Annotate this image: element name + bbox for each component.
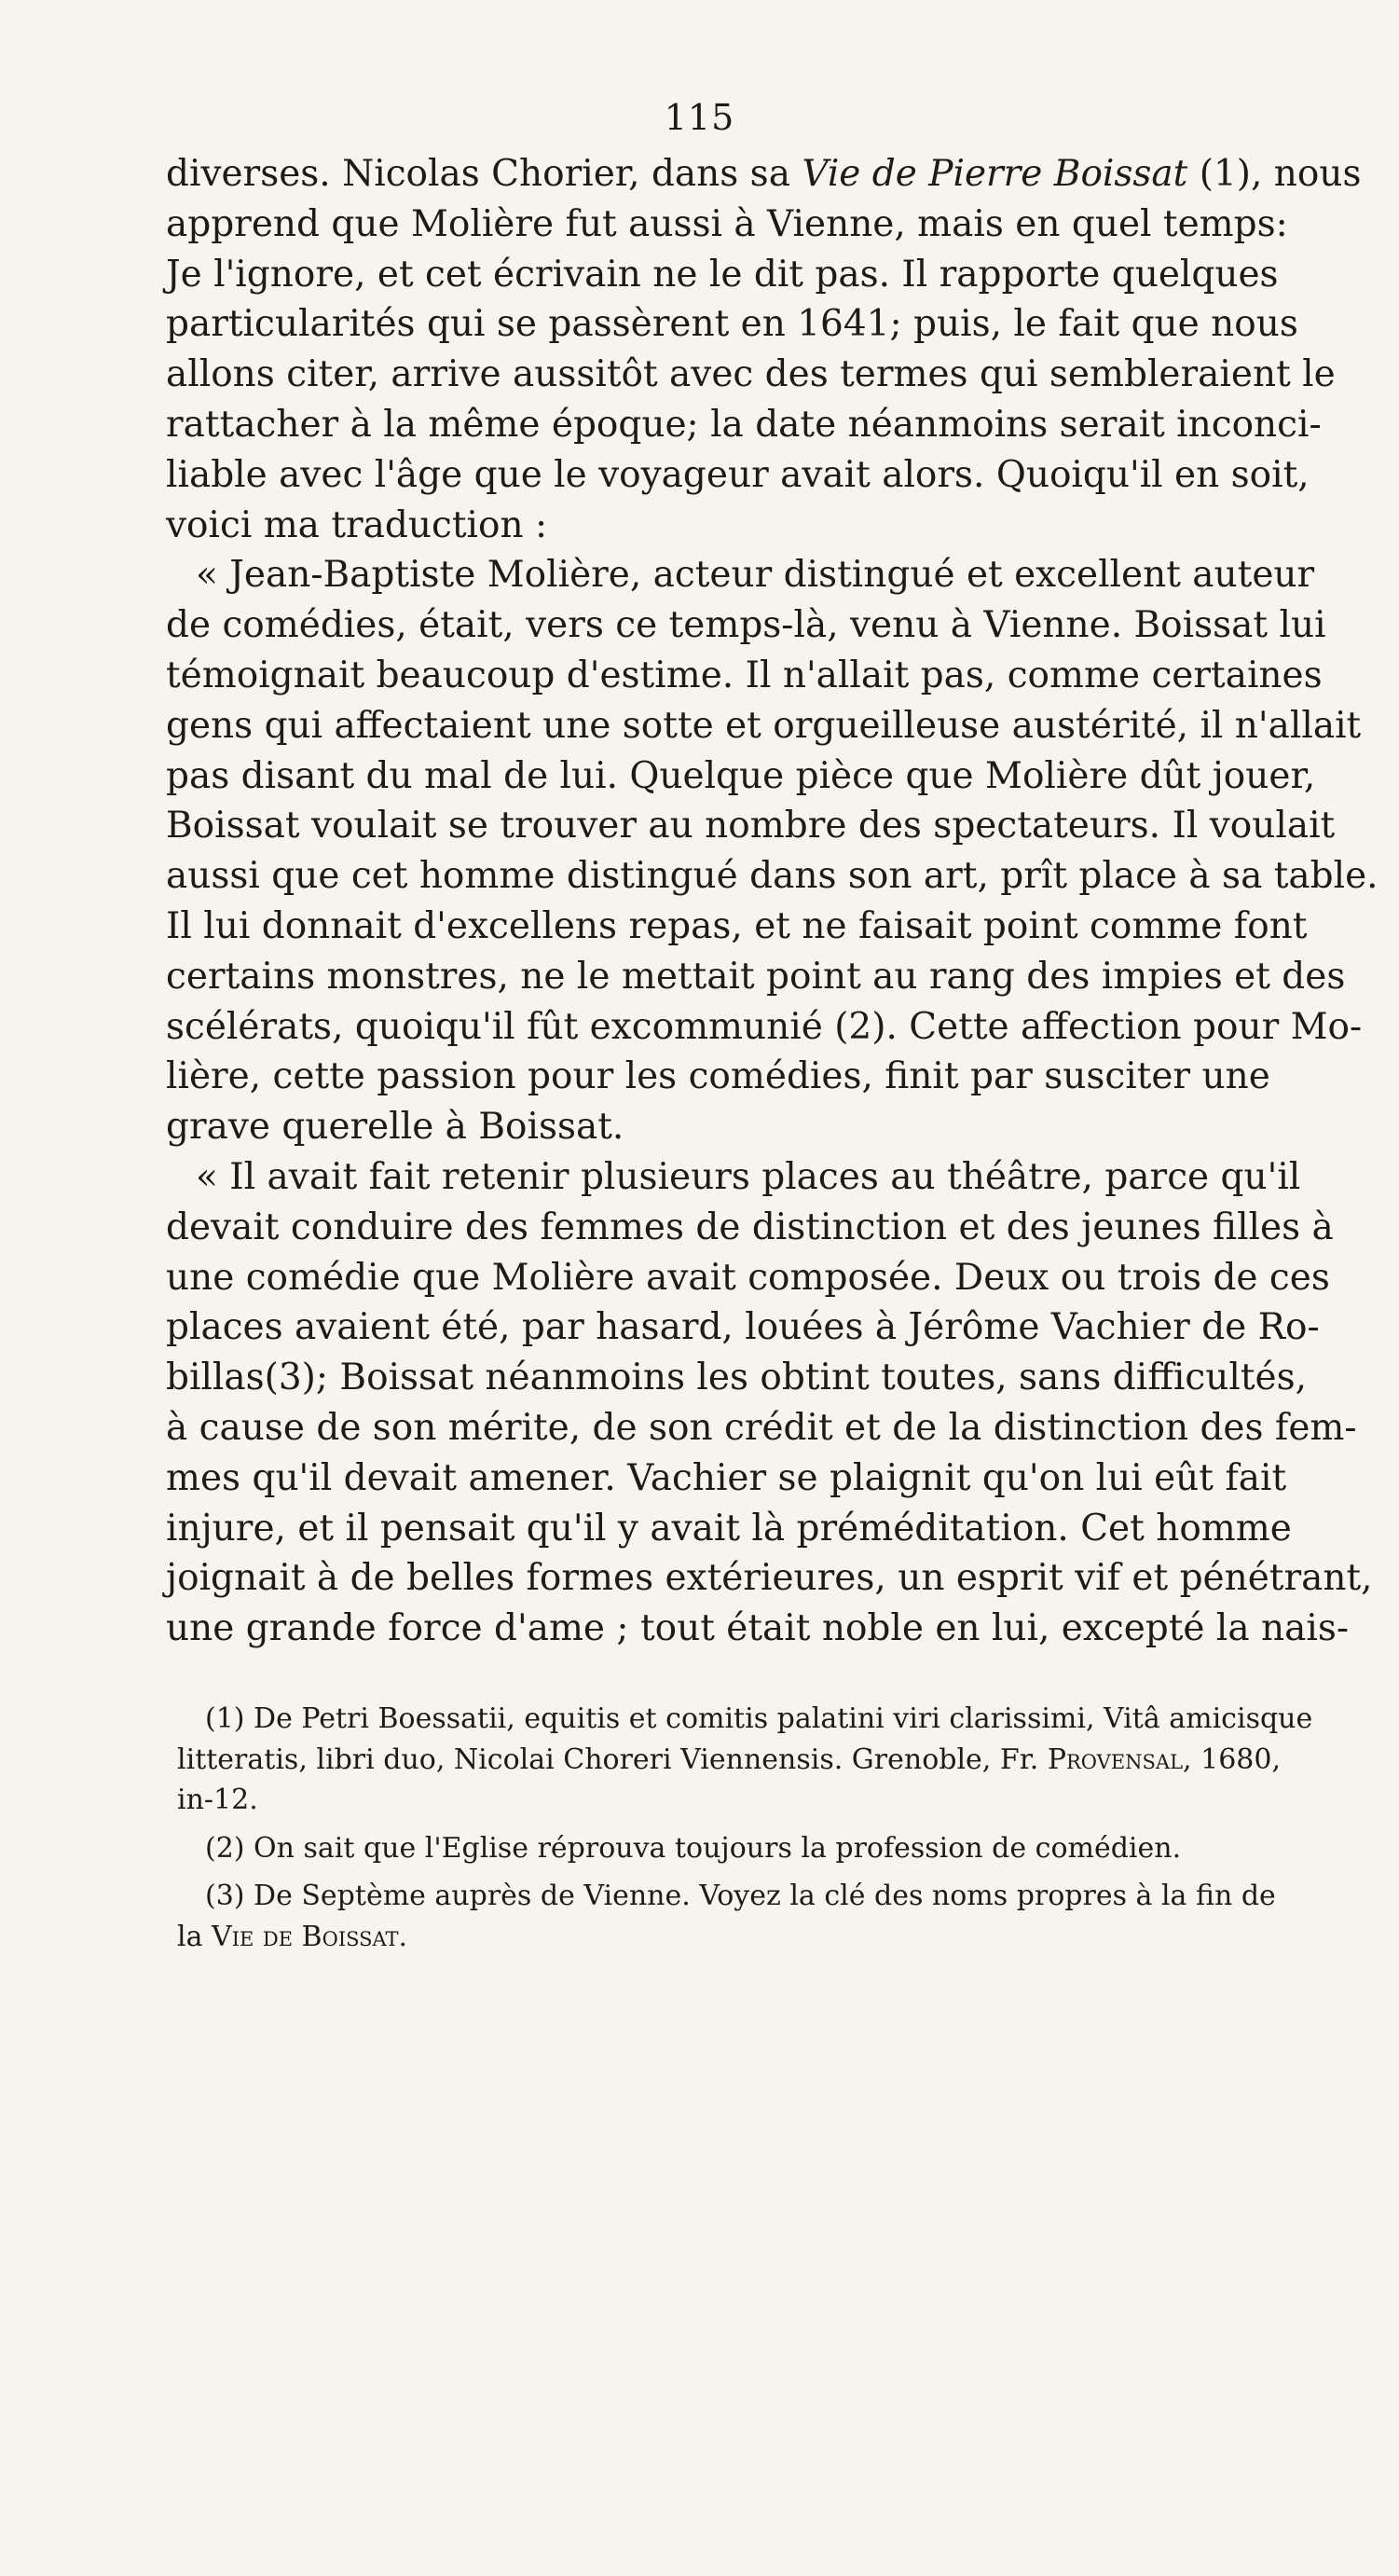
text-run: la — [177, 1920, 213, 1953]
text-line: apprend que Molière fut aussi à Vienne, mais en quel temps: — [166, 202, 1288, 245]
text-line — [166, 149, 1362, 200]
footnote-spacer — [177, 1868, 1236, 1876]
text-run: (1), nous — [1187, 153, 1362, 195]
footnote-spacer — [177, 1821, 1236, 1828]
text-run: litteratis, libri duo, Nicolai Choreri Viennensis. Grenoble, Fr. — [177, 1743, 1048, 1776]
book-title-smallcaps: Vie de Boissat — [212, 1920, 399, 1953]
text-line: Je l'ignore, et cet écrivain ne le dit pas. Il rapporte quelques — [166, 253, 1279, 296]
footnote-3-line: (3) De Septème auprès de Vienne. Voyez la clé des noms propres à la fin de — [205, 1880, 1276, 1912]
text-line: particularités qui se passèrent en 1641; puis, le fait que nous — [166, 303, 1298, 346]
text-line: aussi que cet homme distingué dans son art, prît place à sa table. — [166, 855, 1378, 898]
text-line: voici ma traduction : — [166, 503, 548, 546]
text-line: liable avec l'âge que le voyageur avait alors. Quoiqu'il en soit, — [166, 453, 1310, 496]
page-number: 115 — [664, 97, 735, 138]
text-line: « Il avait fait retenir plusieurs places au théâtre, parce qu'il — [196, 1155, 1301, 1198]
text-line: pas disant du mal de lui. Quelque pièce que Molière dût jouer, — [166, 754, 1316, 797]
text-line: billas(3); Boissat néanmoins les obtint toutes, sans difficultés, — [166, 1357, 1308, 1399]
footnote-2: (2) On sait que l'Eglise réprouva toujours la profession de comédien. — [205, 1831, 1182, 1865]
text-run: . — [398, 1920, 408, 1953]
text-line: injure, et il pensait qu'il y avait là préméditation. Cet homme — [166, 1507, 1292, 1550]
text-line: devait conduire des femmes de distinction et des jeunes filles à — [166, 1205, 1334, 1248]
text-line: de comédies, était, vers ce temps-là, venu à Vienne. Boissat lui — [166, 604, 1326, 647]
footnote-1-line — [177, 1740, 1281, 1781]
footnote-3-line — [177, 1917, 1236, 1958]
text-line: une comédie que Molière avait composée. Deux ou trois de ces — [166, 1256, 1330, 1299]
text-line: Boissat voulait se trouver au nombre des spectateurs. Il voulait — [166, 805, 1336, 847]
text-line: Il lui donnait d'excellens repas, et ne faisait point comme font — [166, 904, 1308, 947]
text-line: « Jean-Baptiste Molière, acteur distingué et excellent auteur — [196, 554, 1315, 597]
text-line: certains monstres, ne le mettait point au rang des impies et des — [166, 955, 1346, 998]
text-line: une grande force d'ame ; tout était noble en lui, excepté la nais- — [166, 1607, 1350, 1650]
text-line: joignait à de belles formes extérieures, un esprit vif et pénétrant, — [166, 1557, 1373, 1600]
text-line: à cause de son mérite, de son crédit et de la distinction des fem- — [166, 1406, 1357, 1449]
footnotes — [177, 1699, 1313, 1957]
text-line: rattacher à la même époque; la date néanmoins serait inconci- — [166, 403, 1322, 446]
text-line: témoignait beaucoup d'estime. Il n'allait pas, comme certaines — [166, 654, 1323, 696]
text-line: scélérats, quoiqu'il fût excommunié (2). Cette affection pour Mo- — [166, 1005, 1363, 1048]
text-run: , 1680, — [1183, 1743, 1281, 1776]
text-line: lière, cette passion pour les comédies, finit par susciter une — [166, 1055, 1270, 1098]
text-line: places avaient été, par hasard, louées à Jérôme Vachier de Ro- — [166, 1306, 1320, 1349]
body-text — [166, 149, 1378, 1654]
text-line: gens qui affectaient une sotte et orgueilleuse austérité, il n'allait — [166, 704, 1362, 747]
text-line: grave querelle à Boissat. — [166, 1106, 624, 1149]
text-run: diverses. Nicolas Chorier, dans sa — [166, 153, 802, 195]
text-line: mes qu'il devait amener. Vachier se plaignit qu'on lui eût fait — [166, 1456, 1287, 1499]
footnote-1-line: (1) De Petri Boessatii, equitis et comitis palatini viri clarissimi, Vitâ amicisque — [205, 1702, 1313, 1735]
book-title: Vie de Pierre Boissat — [802, 153, 1188, 195]
publisher-name: Provensal — [1047, 1743, 1184, 1776]
footnote-1-line: in-12. — [177, 1784, 258, 1816]
text-line: allons citer, arrive aussitôt avec des termes qui sembleraient le — [166, 353, 1336, 396]
